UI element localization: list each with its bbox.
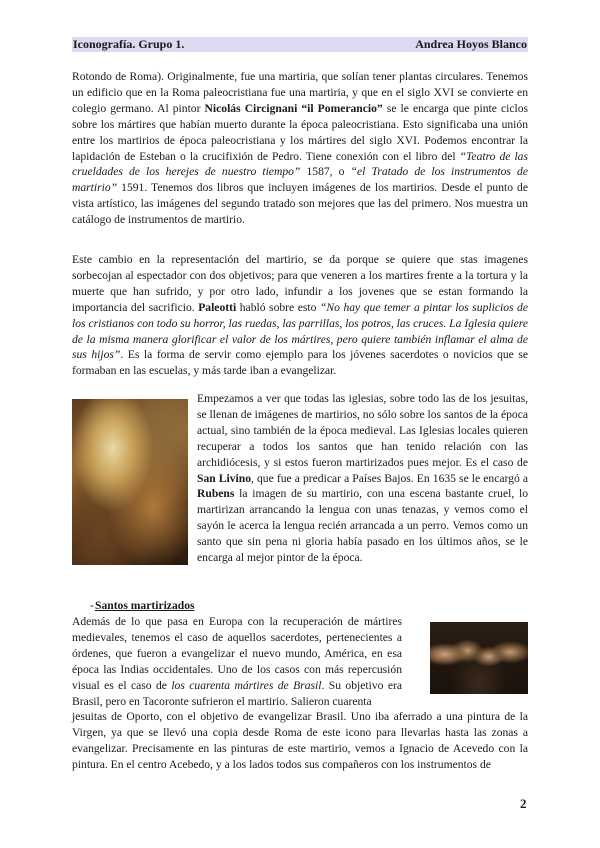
list-bullet: - (90, 599, 94, 612)
rubens-painting-image (72, 399, 188, 565)
text-run: habló sobre esto (236, 300, 320, 314)
text-run: . Su objetivo era Brasil, pero en Tacoronte sufrieron el martirio. Salieron cuarenta (72, 678, 402, 708)
work-title: los cuarenta mártires de Brasil (171, 678, 322, 692)
text-run: se le encarga que pinte ciclos sobre los mártires que habían muerto durante la época paleocristiana. Esto significaba una unión entre los martirios de época paleocristiana y los mártires del siglo XVI. Podemos encontrar la lapidación de Esteban o la crucifixión de Pedro. Tiene conexión con el libro del (72, 101, 529, 163)
text-run: 1587, o (300, 165, 351, 179)
author-name: Paleotti (198, 300, 237, 314)
book-title: “el Tratado de los instrumentos de martirio” (72, 165, 528, 195)
text-run: Rotondo de Roma). Originalmente, fue una martiria, que solían tener plantas circulares. Tenemos un edificio que en la Roma paleocristiana fue una martiria, y que en el siglo XVI se convierte en colegio germano. Al pintor (72, 70, 528, 115)
page-number: 2 (520, 796, 527, 811)
text-run: , que fue a predicar a Países Bajos. En 1635 se le encargó a (251, 471, 528, 485)
paragraph-paleotti (72, 252, 528, 379)
paragraph-brasil (72, 614, 402, 709)
header-author: Andrea Hoyos Blanco (415, 37, 527, 51)
paragraph-martiria (72, 69, 528, 228)
text-run: 1591. Tenemos dos libros que incluyen imágenes de los martirios. Desde el punto de vista artístico, las imágenes del segundo tratado son mejores que las del primero. Nos muestra un catálogo de instrumentos de martirio. (72, 181, 528, 227)
section-heading: Santos martirizados (95, 599, 195, 612)
text-run: jesuitas de Oporto, con el objetivo de evangelizar Brasil. Uno iba aferrado a una pintura de la Virgen, ya que se llevó una copia desde Roma de este icono para llevarlas hasta las zonas a evangelizar. Precisamente en las pinturas de este martirio, vemos a Ignacio de Acevedo con la pintura. En el centro Acebedo, y a los lados todos sus compañeros con los instrumentos de (72, 710, 528, 771)
text-run: Este cambio en la representación del martirio, se da porque se quiere que stas imagenes sorbecojan al espectador con dos objetivos; para que veneren a los martires frente a la tortura y la muerte que han sufrido, y por otro lado, infundir a los jovenes que se estan formando la importancia del sacrificio. (72, 253, 528, 314)
painter-name: Nicolás Circignani “il Pomerancio” (204, 101, 383, 115)
text-run: Además de lo que pasa en Europa con la recuperación de mártires medievales, tenemos el caso de aquellos sacerdotes, pertenecientes a órdenes, que fueron a evangelizar el nuevo mundo, América, en esa época las Indias occidentales. Uno de los casos con más repercusión visual es el caso de (72, 615, 402, 692)
painter-name: Rubens (197, 487, 235, 501)
paragraph-san-livino (197, 391, 528, 566)
page-header (72, 37, 528, 52)
book-title: “Teatro de las crueldades de los herejes de nuestro tiempo” (72, 149, 528, 179)
text-run: Empezamos a ver que todas las iglesias, sobre todo las de los jesuitas, se llenan de imágenes de martirios, no sólo sobre los santos de la época actual, sino también de la época medieval. Las Iglesias locales quieren recuperar a todos los santos que han tenido relación con las archidiócesis, y si estos fueron martirizados pues mejor. Es el caso de (197, 392, 528, 469)
text-run: la imagen de su martirio, con una escena bastante cruel, lo martirizan arrancando la lengua con unas tenazas, y vemos como el sayón le acerca la lengua recién arrancada a un perro. Vemos como un santo que sin pena ni gloria había pasado en los últimos años, se le encarga al mejor pintor de la época. (197, 487, 528, 565)
paragraph-oporto (72, 709, 528, 773)
martyrs-of-brazil-image (430, 622, 528, 694)
header-course: Iconografía. Grupo 1. (73, 37, 185, 51)
text-run: . Es la forma de servir como ejemplo para los jóvenes sacerdotes o novicios que se formaban en las escuelas, y más tarde iban a evangelizar. (72, 348, 529, 378)
saint-name: San Livino (197, 471, 252, 485)
quotation: “No hay que temer a pintar los suplicios de los cristianos con todo su horror, las ruedas, las parrillas, los potros, las cruces. La Iglesia quiere de la misma manera glorificar el valor de los mártires, pero quiere también inflamar el alma de sus hijos” (72, 300, 528, 362)
